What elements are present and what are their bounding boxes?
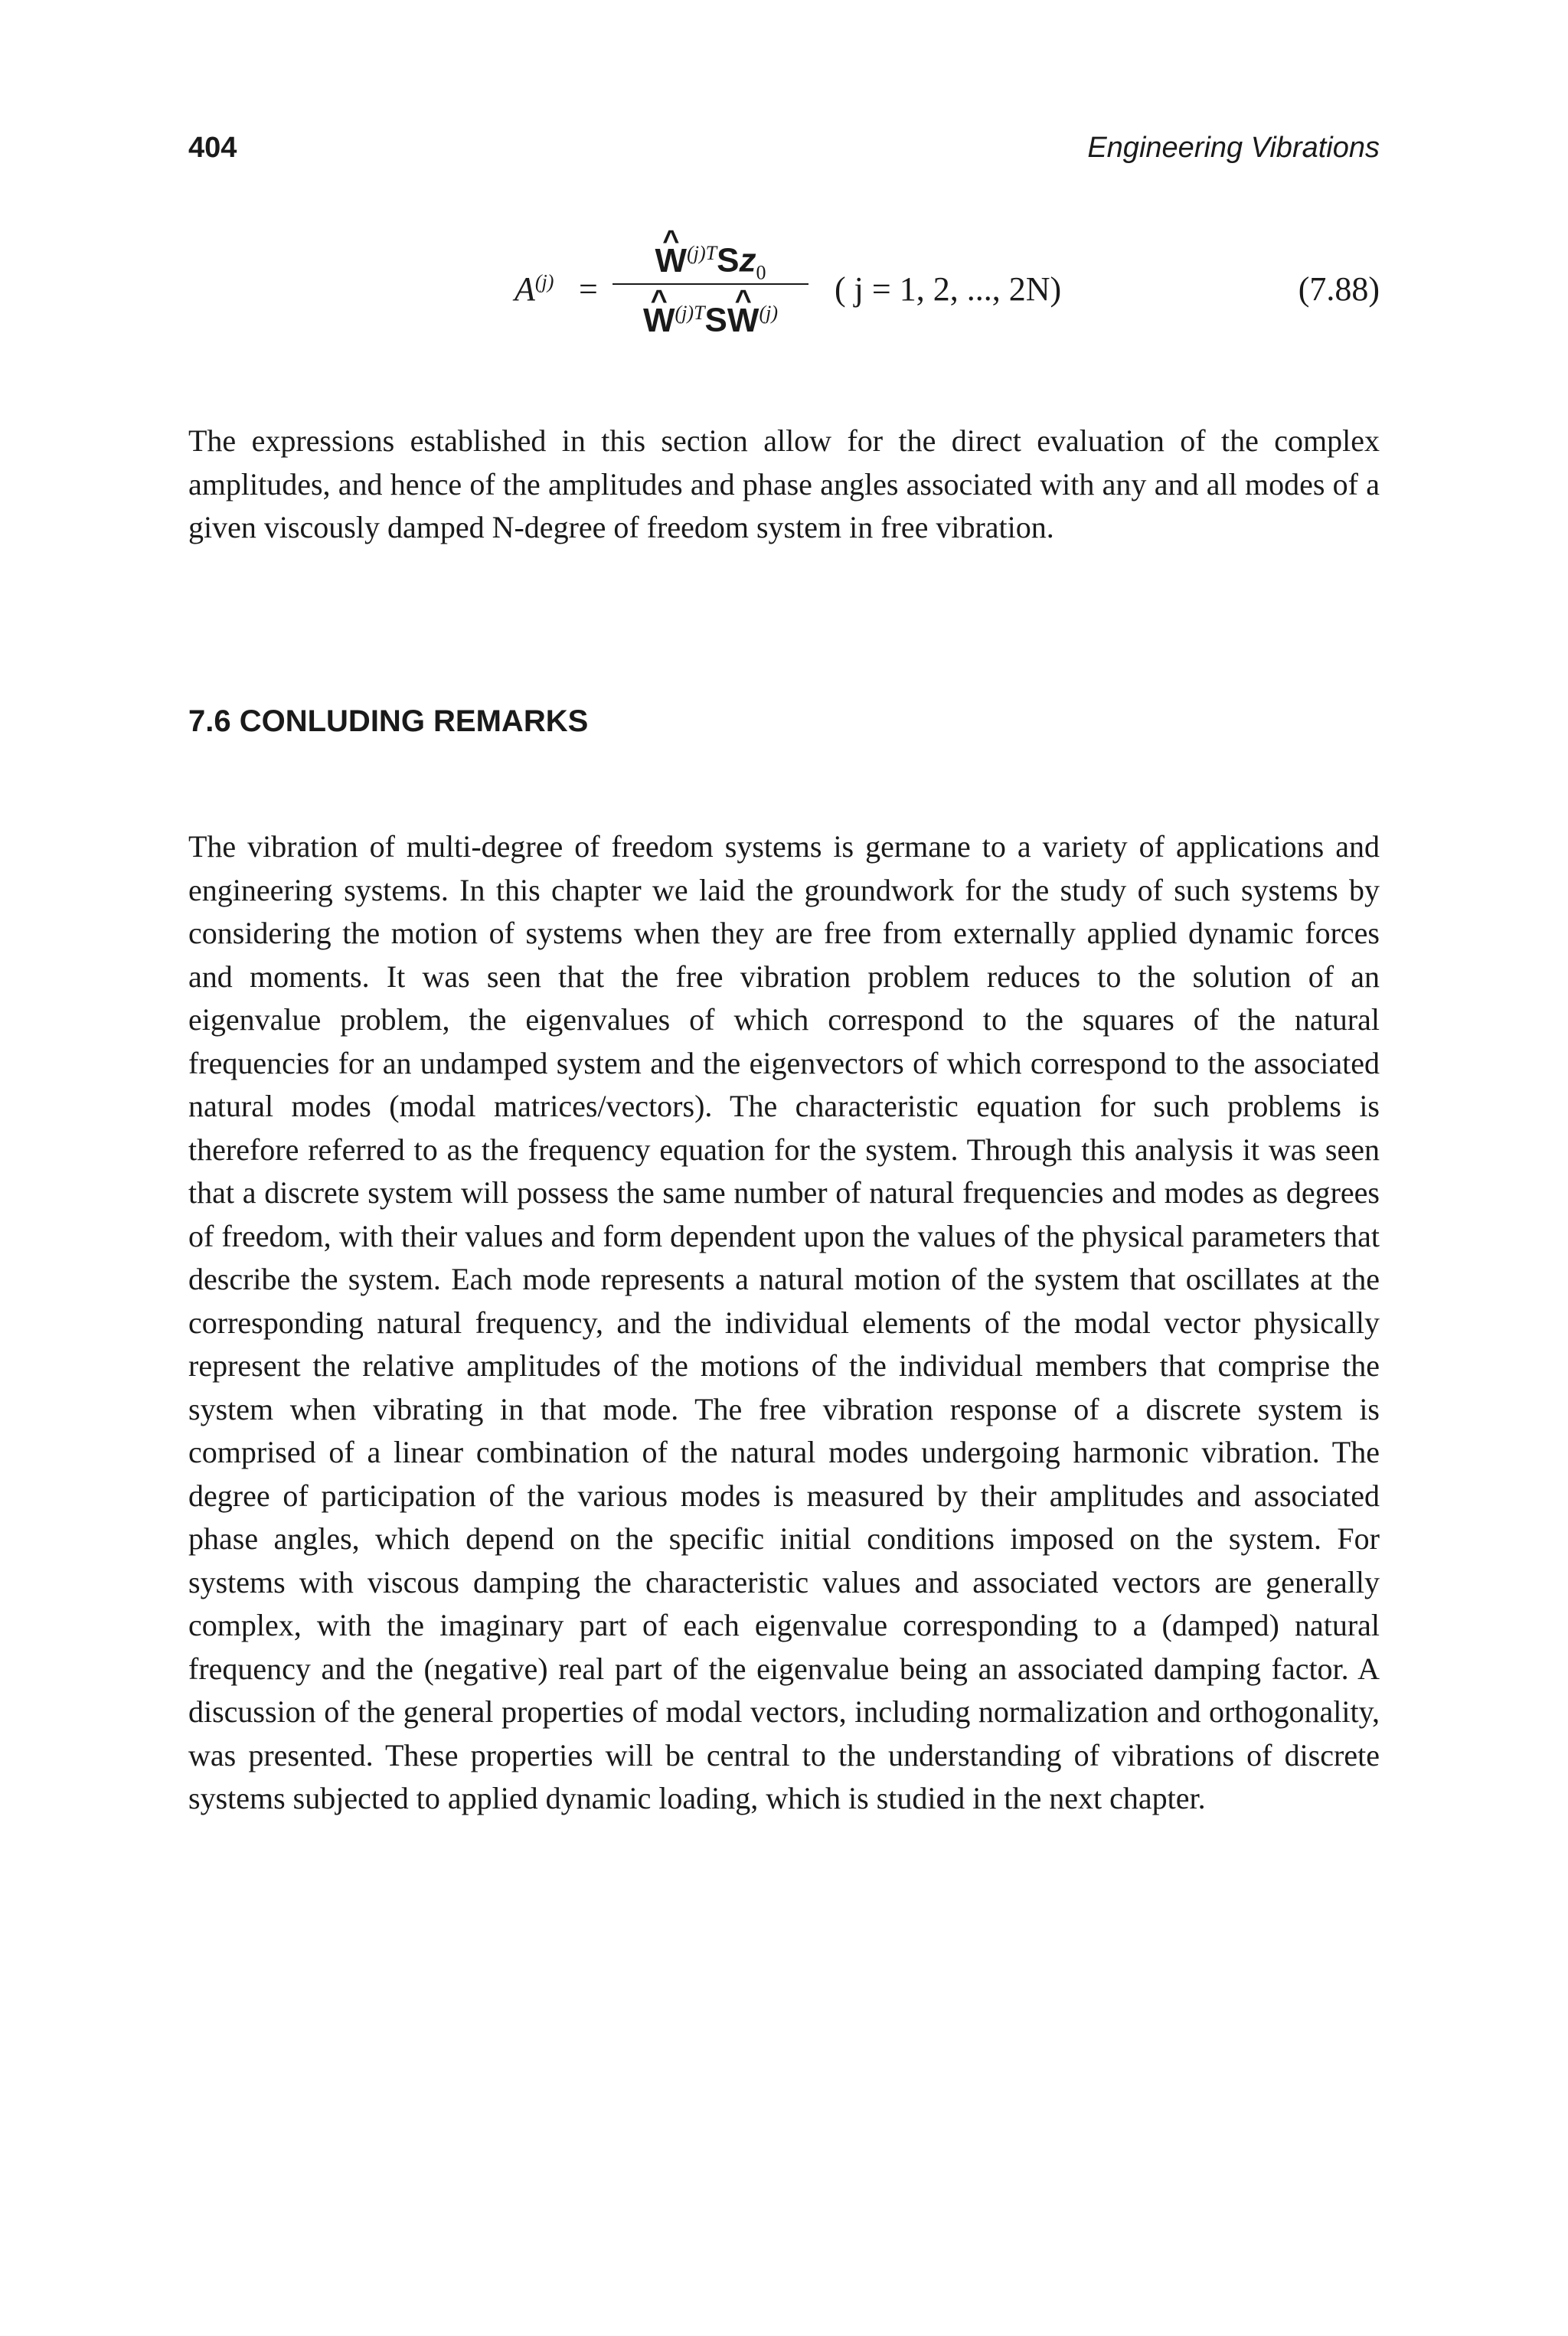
w-hat-symbol: ^ W — [727, 297, 760, 345]
s-matrix-symbol: S — [717, 241, 740, 279]
z-vector-symbol: z — [739, 241, 756, 279]
fraction-numerator — [612, 230, 808, 284]
fraction — [612, 230, 808, 337]
numerator-w-superscript: (j)T — [687, 242, 717, 264]
equation-lhs — [514, 270, 554, 309]
paragraph-intro: The expressions established in this section allow for the direct evaluation of the complex amplitudes, and hence of the amplitudes and phase angles associated with any and all modes of a given viscously damped N-degree of freedom system in free vibration. — [188, 423, 1380, 544]
w-hat-symbol: ^ W — [655, 237, 688, 285]
denominator-w-superscript: (j)T — [675, 302, 705, 324]
section-heading: 7.6 CONLUDING REMARKS — [188, 704, 589, 738]
s-matrix-symbol: S — [704, 301, 727, 339]
paragraph-remarks: The vibration of multi-degree of freedom systems is germane to a variety of applications and engineering systems. In this chapter we laid the groundwork for the study of such systems by considering the motion of systems when they are free from externally applied dynamic forces and moments. It was seen that the free vibration problem reduces to the solution of an eigenvalue problem, the eigenvalues of which correspond to the squares of the natural frequencies for an undamped system and the eigenvectors of which correspond to the associated natural modes (modal matrices/vectors). The characteristic equation for such problems is therefore referred to as the frequency equation for the system. Through this analysis it was seen that a discrete system will possess the same number of natural frequencies and modes as degrees of freedom, with their values and form dependent upon the values of the physical parameters that describe the system. Each mode represents a natural motion of the system that oscillates at the corresponding natural frequency, and the individual elements of the modal vector physically represent the relative amplitudes of the motions of the individual members that comprise the system when vibrating in that mode. The free vibration response of a discrete system is comprised of a linear combination of the natural modes undergoing harmonic vibration. The degree of participation of the various modes is measured by their amplitudes and associated phase angles, which depend on the specific initial conditions imposed on the system. For systems with viscous damping the characteristic values and associated vectors are generally complex, with the imaginary part of each eigenvalue corresponding to a (damped) natural frequency and the (negative) real part of the eigenvalue being an associated damping factor. A discussion of the general properties of modal vectors, including normalization and orthogonality, was presented. These properties will be central to the understanding of vibrations of discrete systems subjected to applied dynamic loading, which is studied in the next chapter. — [188, 829, 1380, 1815]
running-title: Engineering Vibrations — [1087, 132, 1380, 164]
fraction-bar — [612, 283, 808, 285]
page-header — [188, 132, 1380, 178]
equation-range: ( j = 1, 2, ..., 2N) — [835, 270, 1062, 308]
z-subscript: 0 — [756, 261, 766, 284]
w-hat-symbol: ^ W — [643, 297, 675, 345]
denominator-w2-superscript: (j) — [759, 302, 778, 324]
lhs-symbol: A — [514, 270, 535, 308]
page-number: 404 — [188, 132, 237, 164]
fraction-denominator — [612, 289, 808, 337]
equals-sign: = — [579, 270, 598, 308]
lhs-superscript: (j) — [534, 270, 554, 293]
equation-number: (7.88) — [1298, 270, 1380, 308]
equation-7-88 — [0, 230, 1568, 360]
